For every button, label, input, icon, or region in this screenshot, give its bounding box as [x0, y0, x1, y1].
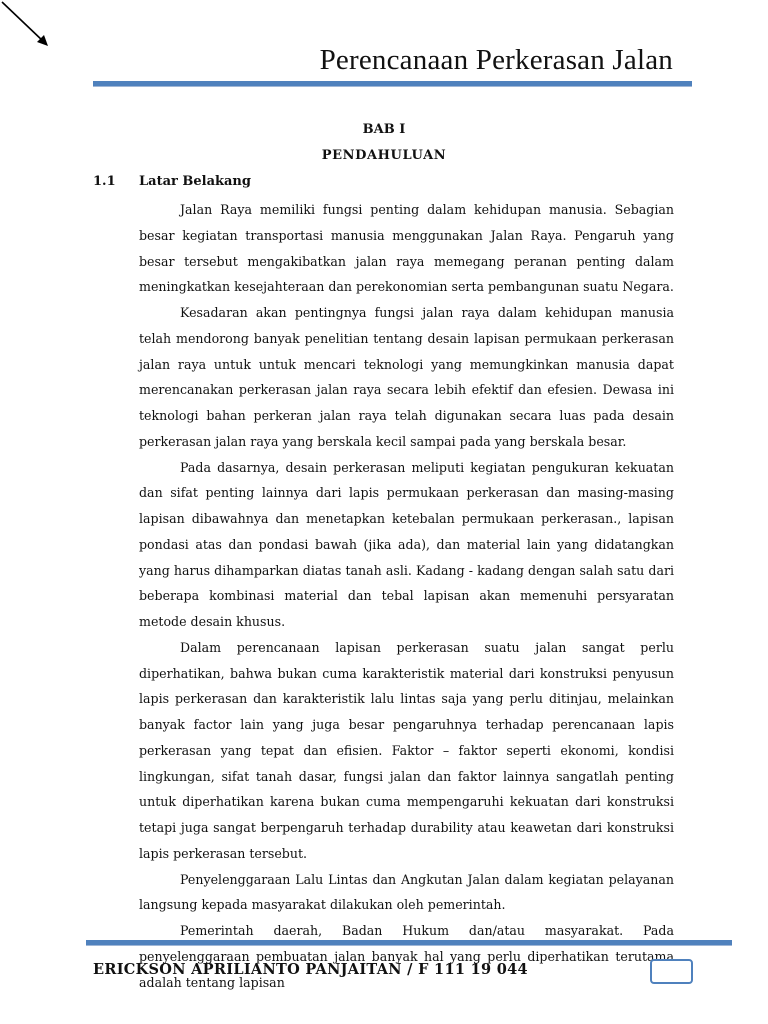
paragraph: Dalam perencanaan lapisan perkerasan suatu jalan sangat perlu diperhatikan, bahwa bukan cuma karakteristik material dari konstruksi penyusun lapis perkerasan dan karakteristik lalu lintas saja yang perlu ditinjau, melainkan banyak factor lain yang juga besar pengaruhnya terhadap perencanaan lapis perkerasan yang tepat dan efisien. Faktor – faktor seperti ekonomi, kondisi lingkungan, sifat tanah dasar, fungsi jalan dan faktor lainnya sangatlah penting untuk diperhatikan karena bukan cuma mempengaruhi kekuatan dari konstruksi tetapi juga sangat berpengaruh terhadap durability atau keawetan dari konstruksi lapis perkerasan tersebut. [139, 639, 674, 861]
paragraph: Kesadaran akan pentingnya fungsi jalan raya dalam kehidupan manusia telah mendorong banyak penelitian tentang desain lapisan permukaan perkerasan jalan raya untuk untuk mencari teknologi yang memungkinkan manusia dapat merencanakan perkerasan jalan raya secara lebih efektif dan efesien. Dewasa ini teknologi bahan perkeran jalan raya telah digunakan secara luas pada desain perkerasan jalan raya yang berskala kecil sampai pada yang berskala besar. [139, 305, 674, 449]
header-rule [93, 81, 692, 86]
arrow-down-right-icon [0, 0, 60, 60]
page-number-box [650, 959, 693, 984]
chapter-title: PENDAHULUAN [321, 148, 447, 163]
paragraph: Jalan Raya memiliki fungsi penting dalam kehidupan manusia. Sebagian besar kegiatan transportasi manusia menggunakan Jalan Raya. Pengaruh yang besar tersebut mengakibatkan jalan raya memegang peranan penting dalam meningkatkan kesejahteraan dan perekonomian serta pembangunan suatu Negara. [139, 202, 674, 295]
chapter-number: BAB I [362, 122, 406, 137]
paragraph: Pemerintah daerah, Badan Hukum dan/atau masyarakat. Pada penyelenggaraan pembuatan jalan banyak hal yang perlu diperhatikan terutama adalah tentang lapisan [139, 923, 674, 990]
paragraph: Penyelenggaraan Lalu Lintas dan Angkutan Jalan dalam kegiatan pelayanan langsung kepada masyarakat dilakukan oleh pemerintah. [139, 871, 674, 913]
footer-rule [86, 940, 732, 945]
section-title: Latar Belakang [139, 174, 251, 189]
body-text [139, 197, 674, 995]
section-number: 1.1 [93, 174, 116, 189]
footer-author: ERICKSON APRILIANTO PANJAITAN / F 111 19 044 [93, 961, 528, 978]
paragraph: Pada dasarnya, desain perkerasan meliputi kegiatan pengukuran kekuatan dan sifat penting lainnya dari lapis permukaan perkerasan dan masing-masing lapisan dibawahnya dan menetapkan ketebalan permukaan perkerasan., lapisan pondasi atas dan pondasi bawah (jika ada), dan material lain yang didatangkan yang harus dihamparkan diatas tanah asli. Kadang - kadang dengan salah satu dari beberapa kombinasi material dan tebal lapisan akan memenuhi persyaratan metode desain khusus. [139, 459, 674, 629]
page-header-title: Perencanaan Perkerasan Jalan [319, 44, 673, 76]
